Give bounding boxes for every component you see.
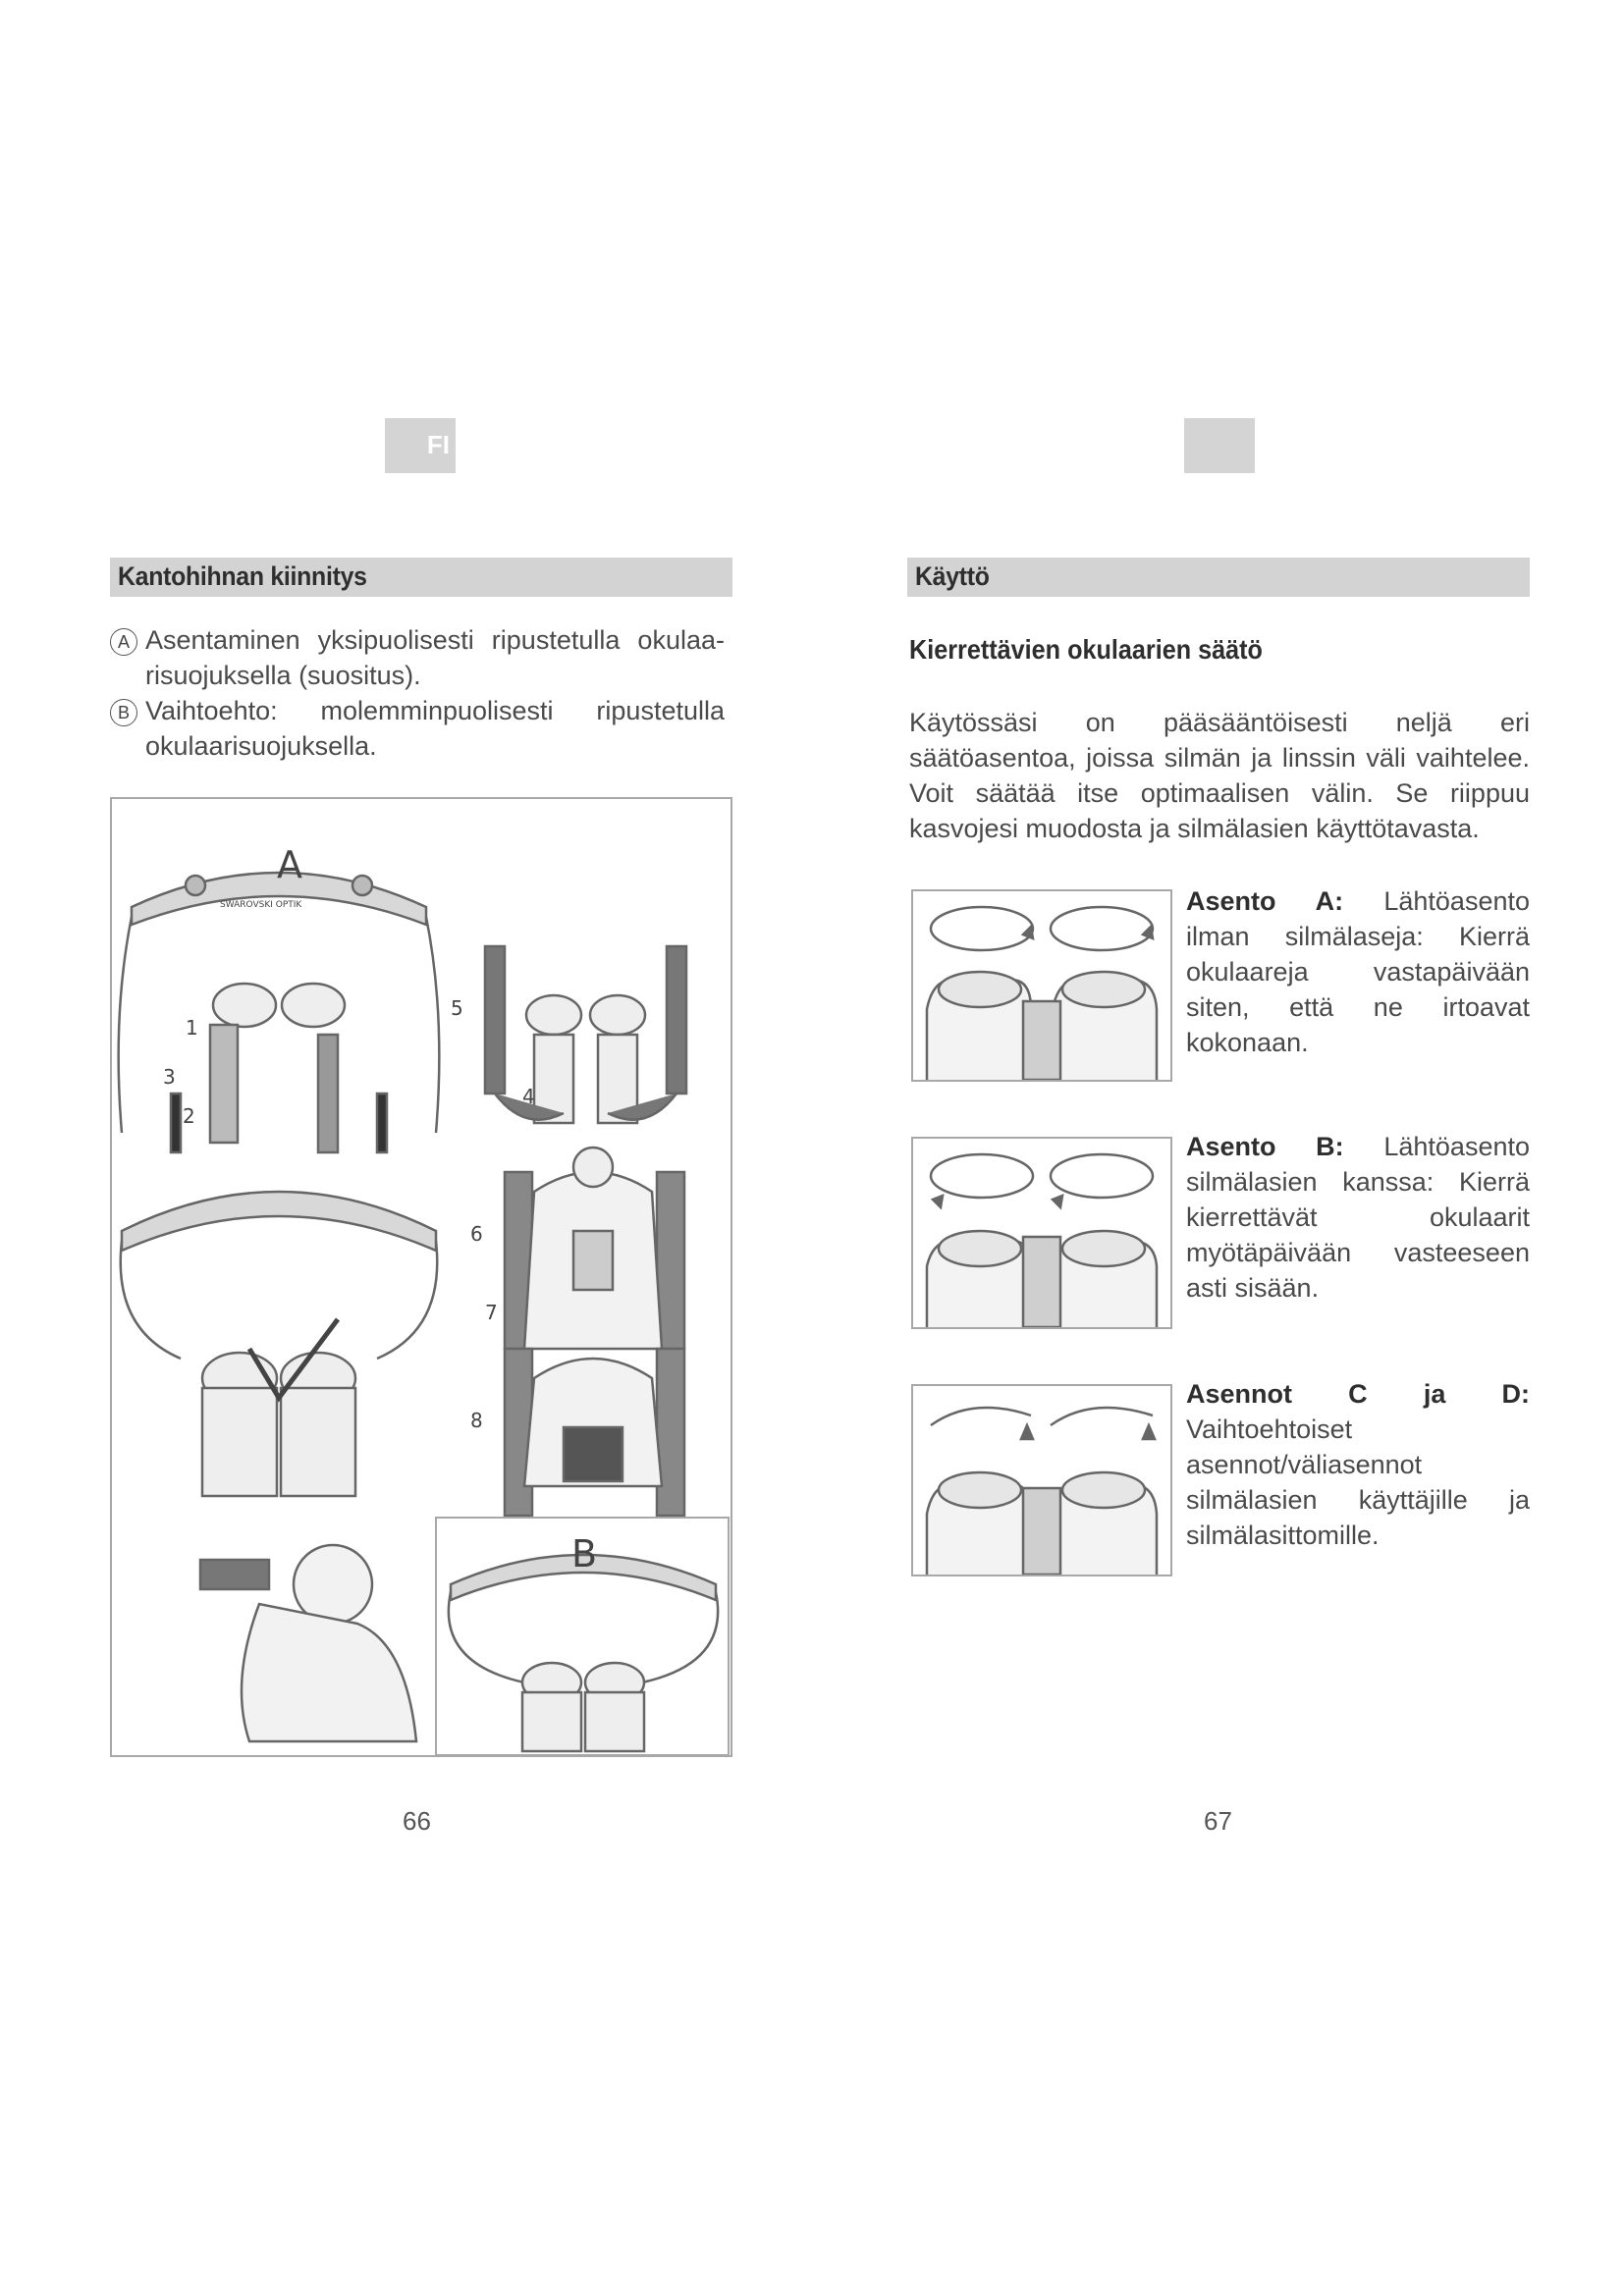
- item-text: Vaihtoehto: molemminpuolisesti ripustetulla okulaarisuojuksella.: [145, 696, 725, 761]
- eyepiece-figure-cd: [911, 1384, 1172, 1576]
- circle-marker: A: [110, 628, 137, 656]
- strap-illustration: [112, 799, 731, 1755]
- eyepiece-figure-a: [911, 889, 1172, 1082]
- step-number: 7: [485, 1301, 498, 1324]
- section-header-usage: [907, 558, 1530, 597]
- position-cd-text: [1186, 1376, 1530, 1553]
- eyepiece-figure-b: [911, 1137, 1172, 1329]
- section-title: Käyttö: [915, 561, 990, 591]
- language-code: FI: [426, 430, 450, 459]
- step-number: 1: [186, 1016, 198, 1040]
- intro-paragraph: Käytössäsi on pääsääntöisesti neljä eri säätöasentoa, joissa silmän ja linssin väli vaihtelee. Voit säätää itse optimaalisen välin. Se riippuu kasvojesi muodosta ja silmälasien käyttötavasta.: [909, 708, 1530, 843]
- language-tab-left: [385, 418, 456, 473]
- step-number: 6: [470, 1222, 483, 1246]
- position-label: Asennot C ja D:: [1186, 1379, 1530, 1409]
- position-label: Asento A:: [1186, 886, 1344, 916]
- step-number: 3: [163, 1065, 176, 1089]
- step-number: 8: [470, 1409, 483, 1432]
- section-header-strap: [110, 558, 732, 597]
- language-tab-right: [1184, 418, 1255, 473]
- strap-attachment-figure: [110, 797, 732, 1757]
- figure-label-a: A: [277, 843, 302, 886]
- list-item-a: [110, 622, 732, 693]
- item-text: Asentaminen yksipuolisesti ripustetulla okulaa-risuojuksella (suositus).: [145, 625, 725, 690]
- position-label: Asento B:: [1186, 1132, 1344, 1161]
- circle-marker: B: [110, 699, 137, 726]
- position-a-text: [1186, 883, 1530, 1060]
- section-title: Kantohihnan kiinnitys: [118, 561, 367, 591]
- eyepiece-illustration: [913, 1386, 1170, 1575]
- eyepiece-illustration: [913, 1139, 1170, 1327]
- subheading: Kierrettävien okulaarien säätö: [909, 634, 1263, 665]
- page-number-left: 66: [403, 1806, 431, 1836]
- position-b-text: [1186, 1129, 1530, 1306]
- position-description: Lähtöasento ilman silmälaseja: Kierrä okulaareja vastapäivään siten, että ne irtoavat kokonaan.: [1186, 886, 1530, 1057]
- eyepiece-illustration: [913, 891, 1170, 1080]
- page-number-right: 67: [1204, 1806, 1232, 1836]
- step-number: 5: [451, 996, 463, 1020]
- position-description: Lähtöasento silmälasien kanssa: Kierrä kierrettävät okulaarit myötäpäivään vasteeseen asti sisään.: [1186, 1132, 1530, 1303]
- figure-label-b: B: [571, 1532, 598, 1575]
- list-item-b: [110, 693, 732, 764]
- step-number: 2: [183, 1104, 195, 1128]
- strap-brand-text: SWAROVSKI OPTIK: [220, 900, 302, 910]
- position-description: Vaihtoehtoiset asennot/väliasennot silmälasien käyttäjille ja silmälasittomille.: [1186, 1415, 1530, 1550]
- step-number: 4: [522, 1085, 535, 1108]
